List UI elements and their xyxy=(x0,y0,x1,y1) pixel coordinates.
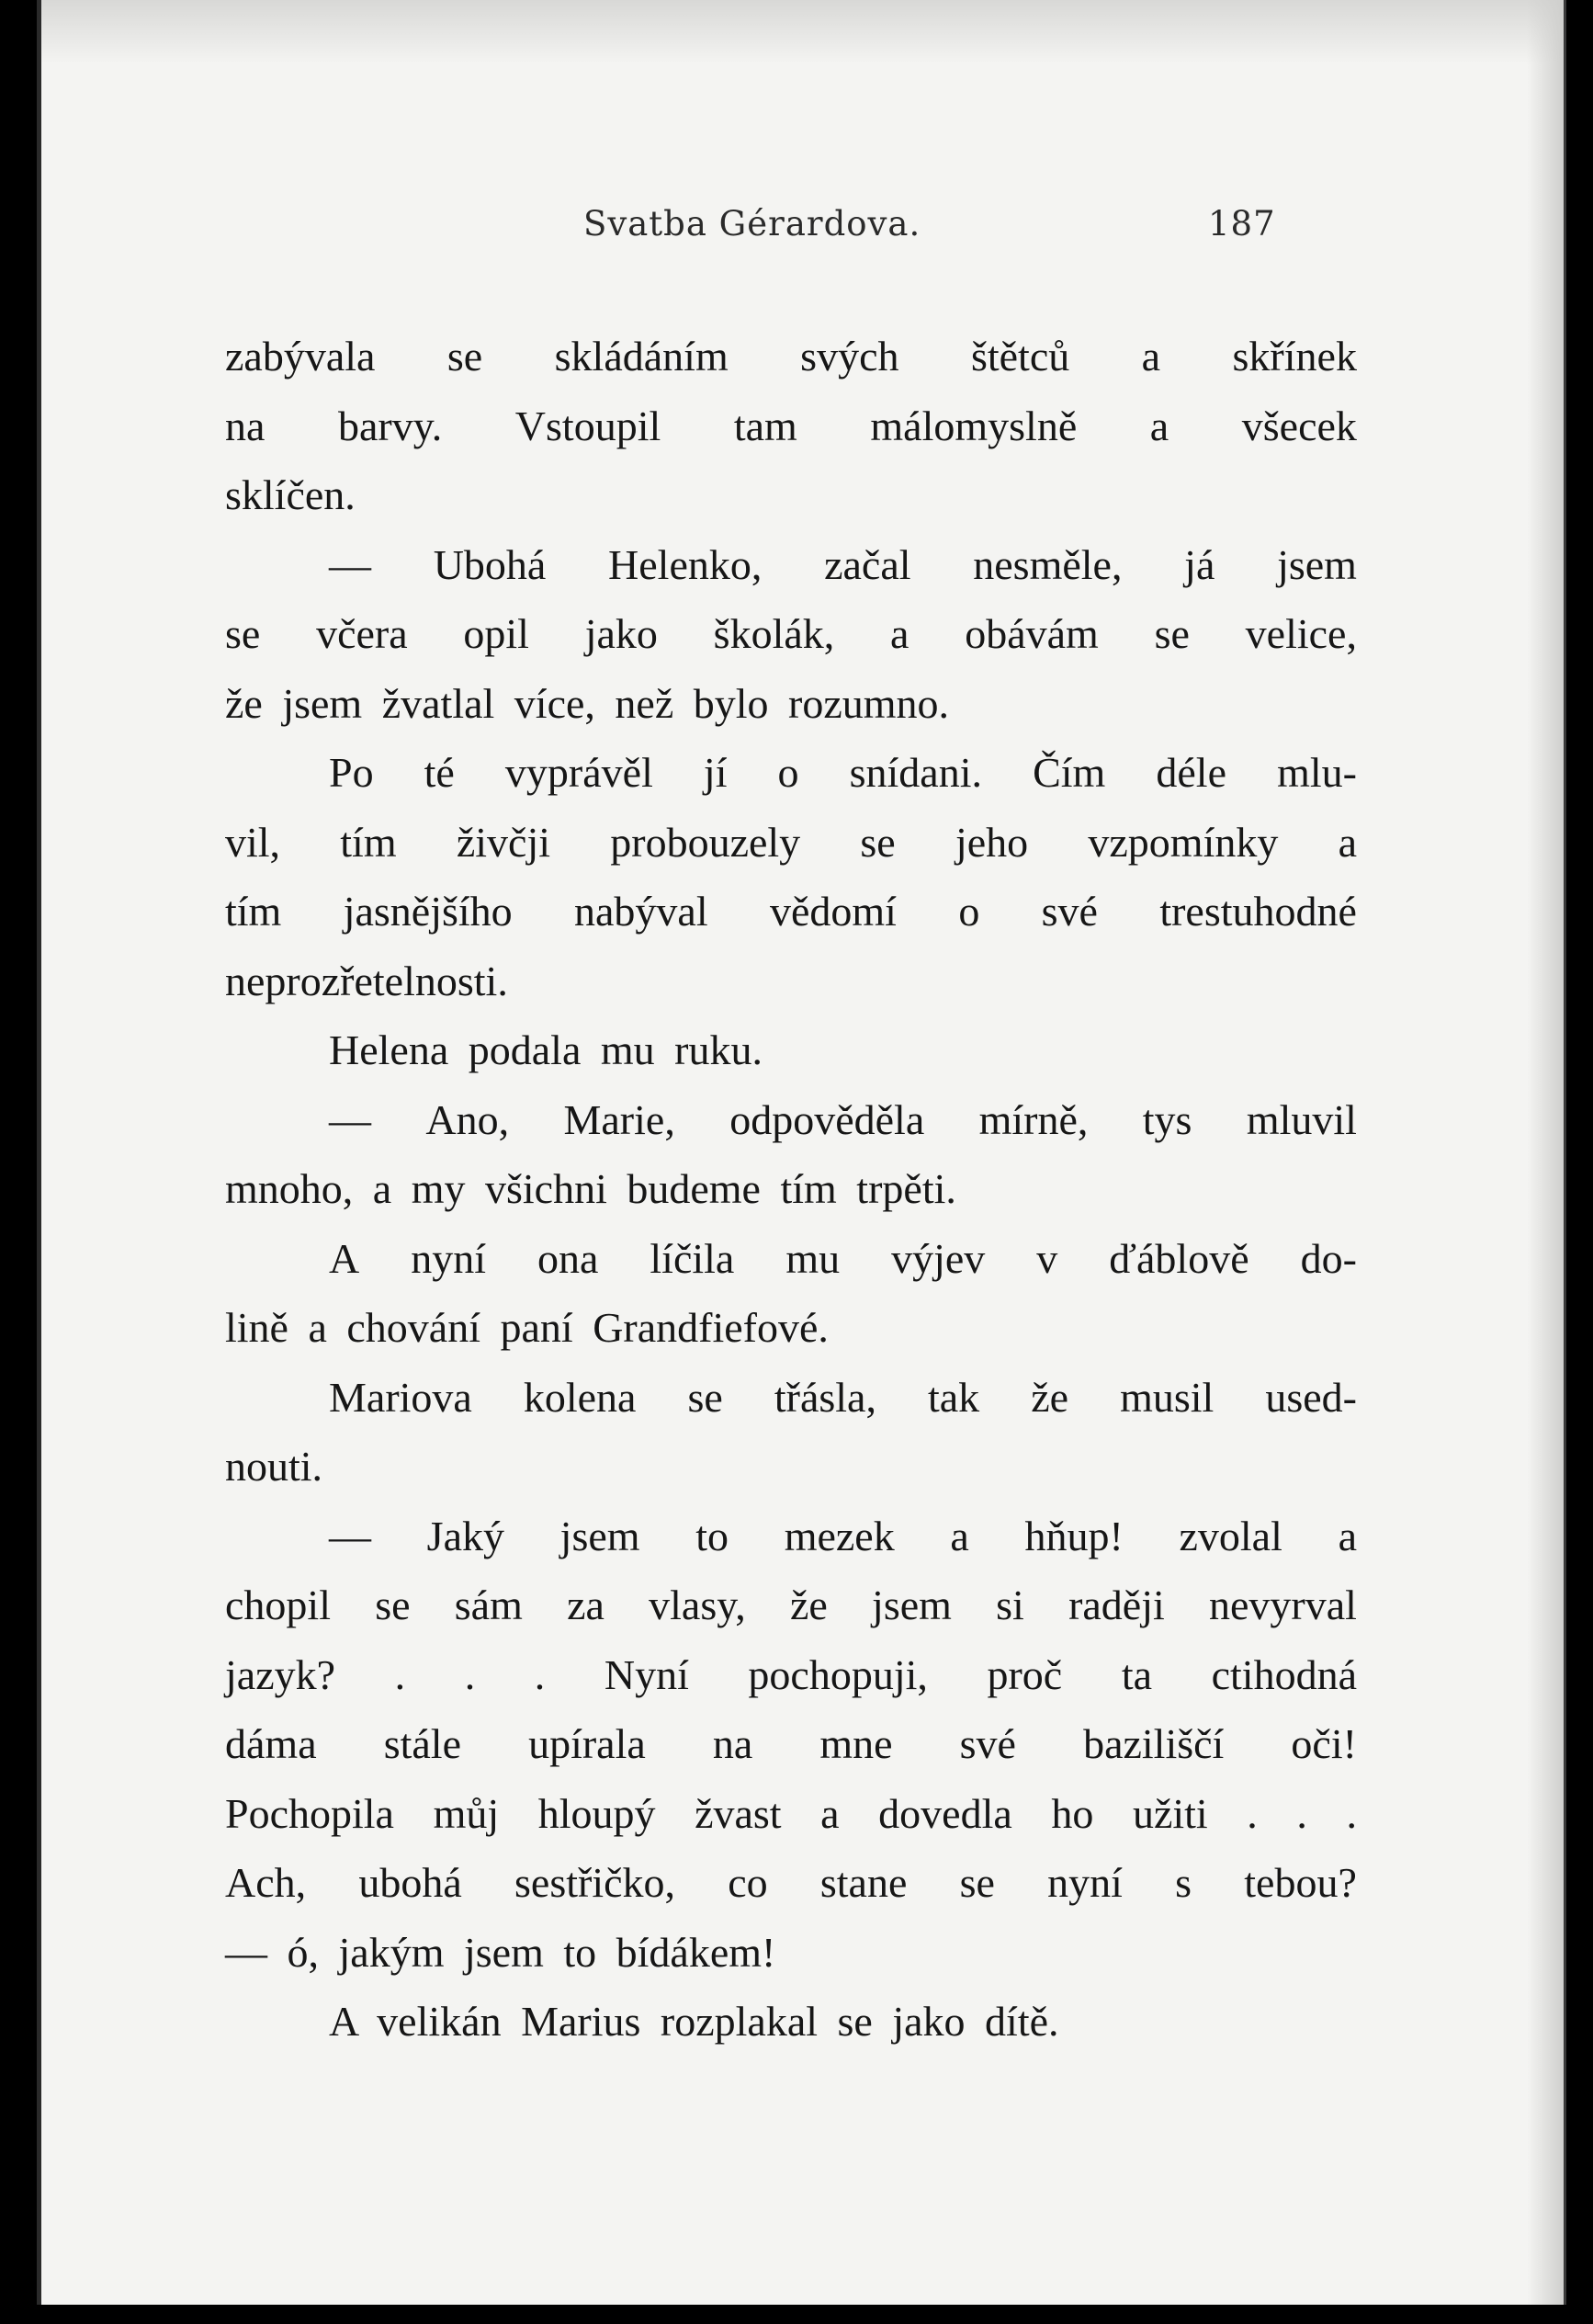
text-line: Po té vyprávěl jí o snídani. Čím déle mlu- xyxy=(329,749,1357,796)
text-line: A nyní ona líčila mu výjev v ďáblově do- xyxy=(329,1234,1357,1282)
text-line: nouti. xyxy=(225,1443,323,1490)
running-head xyxy=(41,204,1571,250)
body-text xyxy=(225,322,1357,2057)
text-line: že jsem žvatlal více, než bylo rozumno. xyxy=(225,679,950,727)
text-line: — Ubohá Helenko, začal nesměle, já jsem xyxy=(329,540,1357,588)
page-edge-shadow-right xyxy=(1527,0,1564,2305)
running-title: Svatba Gérardova. xyxy=(583,204,921,244)
page-number: 187 xyxy=(1208,204,1276,244)
text-line: se včera opil jako školák, a obávám se velice, xyxy=(225,610,1357,657)
text-line: dáma stále upírala na mne své baziliščí oči! xyxy=(225,1720,1357,1767)
text-line: Mariova kolena se třásla, tak že musil used- xyxy=(329,1373,1357,1421)
text-line: chopil se sám za vlasy, že jsem si raději nevyrval xyxy=(225,1581,1357,1628)
text-line: mnoho, a my všichni budeme tím trpěti. xyxy=(225,1165,956,1212)
text-line: Helena podala mu ruku. xyxy=(329,1026,763,1073)
text-line: na barvy. Vstoupil tam málomyslně a všecek xyxy=(225,402,1357,449)
text-line: zabývala se skládáním svých štětců a skřínek xyxy=(225,333,1357,380)
text-line: — Jaký jsem to mezek a hňup! zvolal a xyxy=(329,1512,1357,1559)
text-line: Pochopila můj hloupý žvast a dovedla ho užiti . . . xyxy=(225,1789,1357,1837)
text-line: sklíčen. xyxy=(225,471,356,518)
text-line: A velikán Marius rozplakal se jako dítě. xyxy=(329,1998,1059,2045)
book-page xyxy=(37,0,1566,2305)
text-line: — Ano, Marie, odpověděla mírně, tys mluvil xyxy=(329,1095,1357,1143)
text-line: — ó, jakým jsem to bídákem! xyxy=(225,1928,776,1976)
text-line: neprozřetelnosti. xyxy=(225,957,508,1004)
text-line: vil, tím živčji probouzely se jeho vzpomínky a xyxy=(225,818,1357,866)
page-edge-shadow-top xyxy=(41,0,1564,64)
text-line: Ach, ubohá sestřičko, co stane se nyní s tebou? xyxy=(225,1859,1357,1906)
text-line: tím jasnějšího nabýval vědomí o své trestuhodné xyxy=(225,888,1357,935)
text-line: jazyk? . . . Nyní pochopuji, proč ta ctihodná xyxy=(225,1650,1357,1698)
text-line: lině a chování paní Grandfiefové. xyxy=(225,1304,829,1351)
